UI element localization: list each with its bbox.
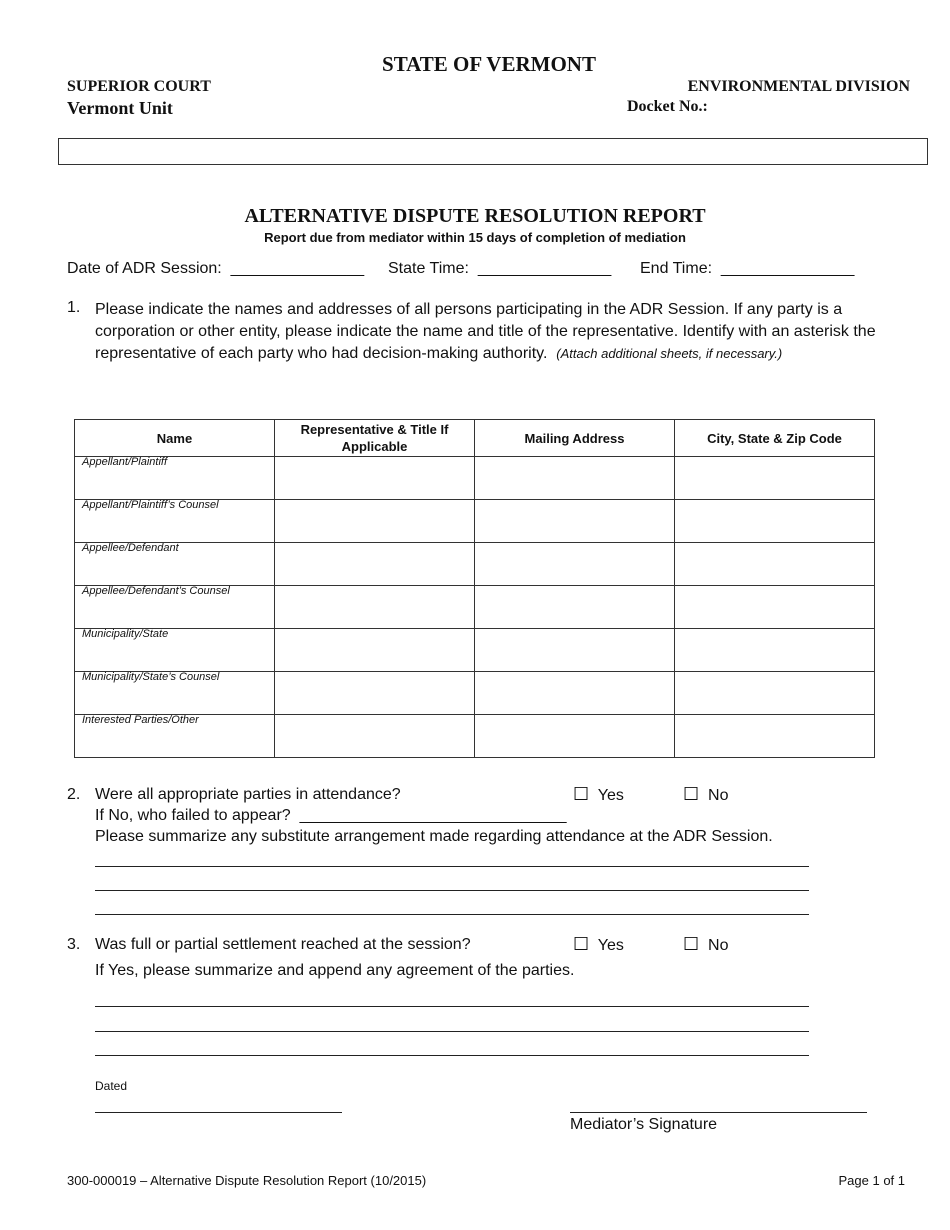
checkbox-icon[interactable]: ☐	[683, 934, 700, 954]
report-subtitle: Report due from mediator within 15 days of completion of mediation	[264, 230, 686, 245]
table-row	[75, 672, 875, 715]
city-state-zip-cell[interactable]	[675, 715, 875, 758]
session-start-field[interactable]	[388, 260, 611, 278]
table-row	[75, 500, 875, 543]
name-cell[interactable]	[75, 629, 275, 672]
q2-followup-label: If No, who failed to appear?	[95, 807, 291, 824]
table-row	[75, 715, 875, 758]
representative-cell[interactable]	[275, 457, 475, 500]
q1-number: 1.	[67, 299, 81, 316]
mailing-address-cell[interactable]	[475, 543, 675, 586]
mailing-address-cell[interactable]	[475, 586, 675, 629]
mailing-address-cell[interactable]	[475, 500, 675, 543]
checkbox-icon[interactable]: ☐	[573, 784, 590, 804]
q2-followup	[95, 807, 567, 825]
q1-question: Please indicate the names and addresses of all persons participating in the ADR Session. If any party is a corporation or other entity, please indicate the name and title of the representative. Identify with an asterisk the representative of each party who had decision-making authority.	[95, 301, 876, 362]
table-row	[75, 457, 875, 500]
city-state-zip-cell[interactable]	[675, 629, 875, 672]
report-title: ALTERNATIVE DISPUTE RESOLUTION REPORT	[244, 205, 706, 227]
table-row	[75, 543, 875, 586]
court-unit: Vermont Unit	[67, 98, 173, 118]
q1-note: (Attach additional sheets, if necessary.)	[556, 346, 783, 361]
session-start-label: State Time:	[388, 260, 469, 277]
representative-cell[interactable]	[275, 543, 475, 586]
parties-table	[74, 419, 875, 758]
court-name: SUPERIOR COURT	[67, 78, 211, 95]
q3-answer-line[interactable]	[95, 1031, 809, 1032]
q3-no-label: No	[708, 937, 729, 954]
checkbox-icon[interactable]: ☐	[573, 934, 590, 954]
party-role-label: Municipality/State’s Counsel	[82, 671, 220, 683]
q2-followup-blank[interactable]: ______________________________	[299, 807, 567, 824]
mediator-signature-line[interactable]	[570, 1112, 867, 1113]
caption-box[interactable]	[58, 138, 928, 165]
session-end-field[interactable]	[640, 260, 854, 278]
name-cell[interactable]	[75, 586, 275, 629]
representative-cell[interactable]	[275, 500, 475, 543]
q3-answer-line[interactable]	[95, 1055, 809, 1056]
q1-text	[95, 299, 895, 365]
table-row	[75, 629, 875, 672]
q2-answer-line[interactable]	[95, 866, 809, 867]
docket-label: Docket No.:	[627, 98, 708, 115]
q3-no-option[interactable]	[683, 934, 728, 955]
dated-line[interactable]	[95, 1112, 342, 1113]
name-cell[interactable]	[75, 543, 275, 586]
representative-cell[interactable]	[275, 715, 475, 758]
dated-label: Dated	[95, 1079, 128, 1093]
session-end-label: End Time:	[640, 260, 713, 277]
q3-yes-label: Yes	[597, 937, 624, 954]
q3-yes-option[interactable]	[573, 934, 624, 955]
mailing-address-cell[interactable]	[475, 629, 675, 672]
party-role-label: Appellant/Plaintiff’s Counsel	[82, 499, 219, 511]
q3-followup: If Yes, please summarize and append any agreement of the parties.	[95, 962, 575, 979]
party-role-label: Interested Parties/Other	[82, 714, 199, 726]
session-date-label: Date of ADR Session:	[67, 260, 222, 277]
session-start-blank[interactable]: _______________	[477, 260, 612, 277]
party-role-label: Appellee/Defendant	[82, 542, 179, 554]
q2-answer-line[interactable]	[95, 914, 809, 915]
col-header-name: Name	[75, 420, 275, 457]
q3-number: 3.	[67, 936, 81, 953]
session-date-blank[interactable]: _______________	[230, 260, 365, 277]
name-cell[interactable]	[75, 672, 275, 715]
q2-no-option[interactable]	[683, 784, 728, 805]
mailing-address-cell[interactable]	[475, 672, 675, 715]
table-header-row	[75, 420, 875, 457]
division-name: ENVIRONMENTAL DIVISION	[687, 78, 910, 95]
footer-form-id: 300-000019 – Alternative Dispute Resolution Report (10/2015)	[67, 1173, 427, 1188]
q2-text: Were all appropriate parties in attendance?	[95, 786, 401, 803]
mailing-address-cell[interactable]	[475, 457, 675, 500]
col-header-city-state-zip: City, State & Zip Code	[675, 420, 875, 457]
city-state-zip-cell[interactable]	[675, 586, 875, 629]
representative-cell[interactable]	[275, 672, 475, 715]
q2-number: 2.	[67, 786, 81, 803]
city-state-zip-cell[interactable]	[675, 457, 875, 500]
session-end-blank[interactable]: _______________	[720, 260, 855, 277]
q2-yes-label: Yes	[597, 787, 624, 804]
mediator-signature-label: Mediator’s Signature	[570, 1116, 718, 1133]
q2-answer-line[interactable]	[95, 890, 809, 891]
party-role-label: Appellant/Plaintiff	[82, 456, 167, 468]
mailing-address-cell[interactable]	[475, 715, 675, 758]
name-cell[interactable]	[75, 500, 275, 543]
party-role-label: Appellee/Defendant’s Counsel	[82, 585, 230, 597]
q2-no-label: No	[708, 787, 729, 804]
representative-cell[interactable]	[275, 586, 475, 629]
name-cell[interactable]	[75, 457, 275, 500]
name-cell[interactable]	[75, 715, 275, 758]
q3-text: Was full or partial settlement reached at the session?	[95, 936, 471, 953]
footer-page-number: Page 1 of 1	[838, 1173, 905, 1188]
city-state-zip-cell[interactable]	[675, 500, 875, 543]
col-header-mailing-address: Mailing Address	[475, 420, 675, 457]
party-role-label: Municipality/State	[82, 628, 169, 640]
q3-answer-line[interactable]	[95, 1006, 809, 1007]
session-date-field[interactable]	[67, 260, 364, 278]
city-state-zip-cell[interactable]	[675, 543, 875, 586]
q2-summary-prompt: Please summarize any substitute arrangement made regarding attendance at the ADR Session.	[95, 828, 773, 845]
representative-cell[interactable]	[275, 629, 475, 672]
checkbox-icon[interactable]: ☐	[683, 784, 700, 804]
state-title: STATE OF VERMONT	[382, 52, 596, 76]
q2-yes-option[interactable]	[573, 784, 624, 805]
city-state-zip-cell[interactable]	[675, 672, 875, 715]
col-header-representative: Representative & Title If Applicable	[275, 420, 475, 457]
table-row	[75, 586, 875, 629]
